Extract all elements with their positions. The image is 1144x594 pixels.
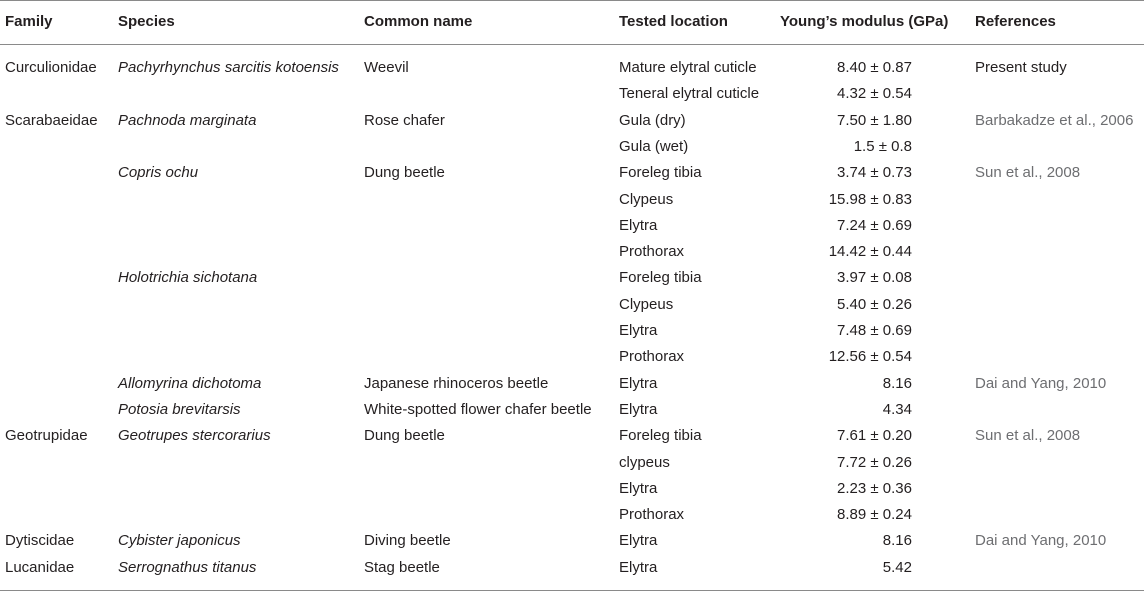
reference-cell: Barbakadze et al., 2006 [975, 111, 1134, 129]
table-row [0, 108, 1144, 134]
species-cell: Pachnoda marginata [118, 111, 257, 129]
tested-location-cell: Elytra [619, 400, 658, 418]
youngs-modulus-cell: 7.48 ± 0.69 [837, 322, 912, 339]
species-cell: Copris ochu [118, 164, 199, 182]
tested-location-cell: Foreleg tibia [619, 164, 702, 182]
tested-location-cell: Elytra [619, 322, 658, 339]
youngs-modulus-cell: 4.32 ± 0.54 [837, 85, 912, 103]
tested-location-cell: Prothorax [619, 243, 685, 261]
table-row [0, 528, 1144, 554]
family-cell: Lucanidae [5, 558, 75, 576]
species-cell: Potosia brevitarsis [118, 400, 241, 418]
header-family: Family [5, 13, 53, 30]
common-name-cell: Dung beetle [364, 164, 445, 182]
table-row [0, 81, 1144, 107]
table-row [0, 187, 1144, 213]
header-references: References [975, 13, 1056, 30]
youngs-modulus-cell: 15.98 ± 0.83 [828, 190, 912, 208]
table-row [0, 55, 1144, 81]
table-row [0, 292, 1144, 318]
tested-location-cell: Clypeus [619, 190, 674, 208]
reference-cell: Sun et al., 2008 [975, 427, 1081, 445]
species-cell: Allomyrina dichotoma [118, 374, 262, 392]
header-youngs-modulus: Young’s modulus (GPa) [780, 13, 949, 30]
reference-cell: Dai and Yang, 2010 [975, 532, 1107, 550]
tested-location-cell: Foreleg tibia [619, 269, 702, 287]
tested-location-cell: clypeus [619, 453, 670, 471]
table-bottom-rule [0, 590, 1144, 591]
table-row [0, 265, 1144, 291]
common-name-cell: Japanese rhinoceros beetle [364, 374, 549, 392]
youngs-modulus-cell: 7.50 ± 1.80 [837, 111, 912, 129]
table-row [0, 134, 1144, 160]
common-name-cell: Rose chafer [364, 111, 445, 129]
tested-location-cell: Elytra [619, 479, 658, 497]
table-top-rule [0, 0, 1144, 1]
youngs-modulus-cell: 7.24 ± 0.69 [837, 216, 912, 234]
youngs-modulus-cell: 8.16 [882, 374, 912, 392]
family-cell: Geotrupidae [5, 427, 88, 445]
header-rule [0, 44, 1144, 45]
youngs-modulus-cell: 7.61 ± 0.20 [837, 427, 912, 445]
youngs-modulus-cell: 8.89 ± 0.24 [837, 506, 912, 524]
header-common-name: Common name [364, 13, 473, 30]
youngs-modulus-cell: 3.97 ± 0.08 [837, 269, 912, 287]
tested-location-cell: Mature elytral cuticle [619, 59, 757, 76]
tested-location-cell: Elytra [619, 374, 658, 392]
table-row [0, 476, 1144, 502]
species-cell: Geotrupes stercorarius [118, 427, 271, 445]
table-row [0, 423, 1144, 449]
table-row [0, 344, 1144, 370]
common-name-cell: Stag beetle [364, 558, 440, 576]
tested-location-cell: Elytra [619, 216, 658, 234]
species-cell: Serrognathus titanus [118, 558, 257, 576]
common-name-cell: Dung beetle [364, 427, 445, 445]
youngs-modulus-cell: 2.23 ± 0.36 [837, 479, 912, 497]
common-name-cell: Diving beetle [364, 532, 451, 550]
table-row [0, 318, 1144, 344]
common-name-cell: White-spotted flower chafer beetle [364, 400, 592, 418]
table-row [0, 502, 1144, 528]
table-row [0, 239, 1144, 265]
tested-location-cell: Prothorax [619, 348, 685, 366]
youngs-modulus-cell: 8.40 ± 0.87 [837, 59, 912, 76]
reference-cell: Present study [975, 59, 1067, 76]
reference-cell: Sun et al., 2008 [975, 164, 1081, 182]
youngs-modulus-cell: 12.56 ± 0.54 [828, 348, 912, 366]
family-cell: Scarabaeidae [5, 111, 98, 129]
table-row [0, 555, 1144, 581]
tested-location-cell: Teneral elytral cuticle [619, 85, 760, 103]
table-row [0, 160, 1144, 186]
tested-location-cell: Elytra [619, 532, 658, 550]
tested-location-cell: Prothorax [619, 506, 685, 524]
youngs-modulus-cell: 4.34 [882, 400, 912, 418]
table-header-row [0, 9, 1144, 35]
common-name-cell: Weevil [364, 59, 409, 76]
tested-location-cell: Gula (wet) [619, 137, 689, 155]
youngs-modulus-cell: 5.40 ± 0.26 [837, 295, 912, 313]
youngs-modulus-cell: 3.74 ± 0.73 [837, 164, 912, 182]
species-cell: Holotrichia sichotana [118, 269, 258, 287]
tested-location-cell: Clypeus [619, 295, 674, 313]
family-cell: Curculionidae [5, 59, 97, 76]
youngs-modulus-cell: 5.42 [882, 558, 912, 576]
youngs-modulus-cell: 7.72 ± 0.26 [837, 453, 912, 471]
reference-cell: Dai and Yang, 2010 [975, 374, 1107, 392]
table-row [0, 371, 1144, 397]
species-cell: Cybister japonicus [118, 532, 241, 550]
tested-location-cell: Foreleg tibia [619, 427, 702, 445]
table-row [0, 450, 1144, 476]
family-cell: Dytiscidae [5, 532, 75, 550]
youngs-modulus-cell: 1.5 ± 0.8 [853, 137, 912, 155]
table-row [0, 213, 1144, 239]
table-row [0, 397, 1144, 423]
youngs-modulus-cell: 8.16 [882, 532, 912, 550]
species-cell: Pachyrhynchus sarcitis kotoensis [118, 59, 339, 76]
tested-location-cell: Gula (dry) [619, 111, 686, 129]
header-tested-location: Tested location [619, 13, 728, 30]
tested-location-cell: Elytra [619, 558, 658, 576]
header-species: Species [118, 13, 175, 30]
youngs-modulus-cell: 14.42 ± 0.44 [828, 243, 912, 261]
